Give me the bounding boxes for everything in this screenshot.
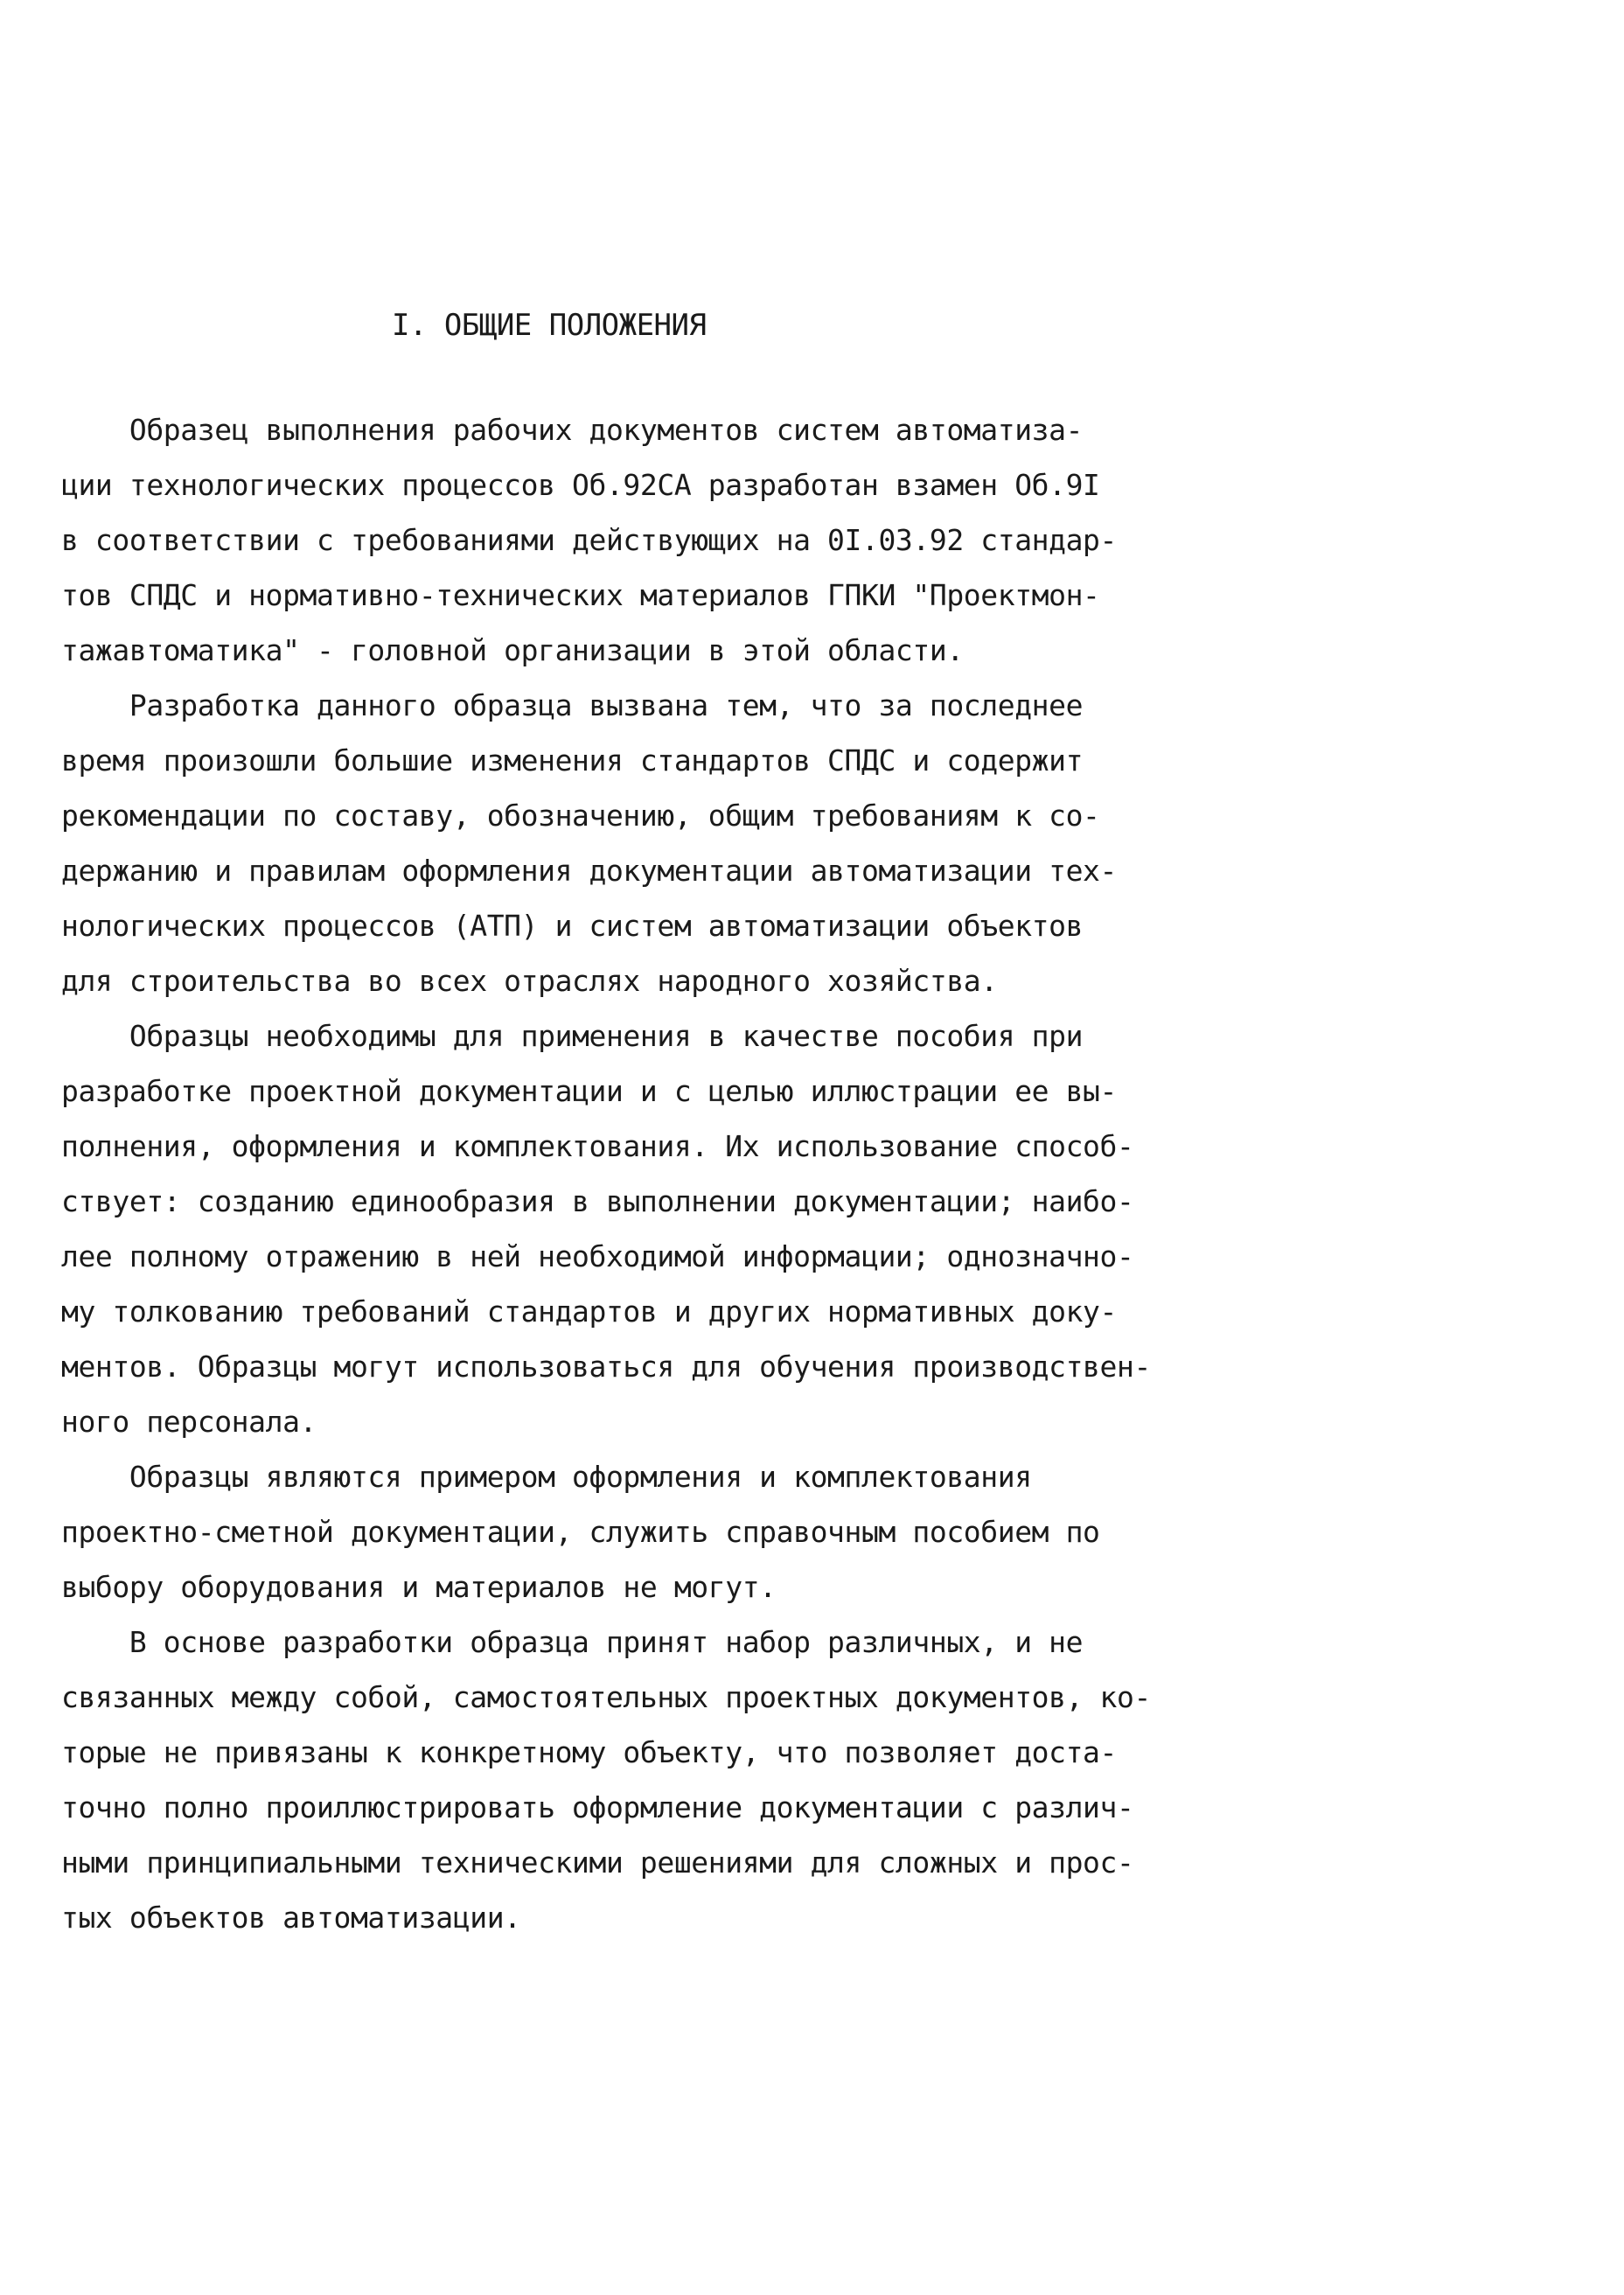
text-line: выбору оборудования и материалов не могут. — [61, 1570, 777, 1604]
text-line: разработке проектной документации и с целью иллюстрации ее вы- — [61, 1074, 1117, 1108]
paragraph — [61, 1008, 1151, 1449]
text-line: ции технологических процессов Об.92СА разработан взамен Об.9I — [61, 468, 1100, 502]
text-line: Разработка данного образца вызвана тем, что за последнее — [61, 688, 1084, 722]
text-line: время произошли большие изменения стандартов СПДС и содержит — [61, 743, 1084, 778]
paragraph — [61, 678, 1137, 1008]
text-line: полнения, оформления и комплектования. Их использование способ- — [61, 1129, 1134, 1163]
text-line: связанных между собой, самостоятельных проектных документов, ко- — [61, 1680, 1151, 1714]
paragraph — [61, 1615, 1151, 1945]
text-line: нологических процессов (АТП) и систем автоматизации объектов — [61, 909, 1084, 943]
paragraph — [61, 402, 1137, 678]
text-line: ствует: созданию единообразия в выполнении документации; наибо- — [61, 1184, 1134, 1218]
body-text — [61, 402, 1151, 1945]
text-line: ментов. Образцы могут использоваться для обучения производствен- — [61, 1350, 1151, 1384]
paragraph — [61, 1449, 1137, 1615]
text-line: в соответствии с требованиями действующих на 0I.03.92 стандар- — [61, 523, 1117, 557]
section-heading: I. ОБЩИЕ ПОЛОЖЕНИЯ — [392, 308, 707, 343]
text-line: лее полному отражению в ней необходимой информации; однозначно- — [61, 1239, 1134, 1273]
text-line: тажавтоматика" - головной организации в этой области. — [61, 633, 964, 667]
text-line: Образцы являются примером оформления и комплектования — [61, 1460, 1032, 1494]
text-line: точно полно проиллюстрировать оформление документации с различ- — [61, 1790, 1134, 1824]
text-line: тых объектов автоматизации. — [61, 1901, 521, 1935]
text-line: Образец выполнения рабочих документов систем автоматиза- — [61, 413, 1084, 447]
text-line: му толкованию требований стандартов и других нормативных доку- — [61, 1294, 1117, 1329]
text-line: ными принципиальными техническими решениями для сложных и прос- — [61, 1845, 1134, 1880]
text-line: рекомендации по составу, обозначению, общим требованиям к со- — [61, 799, 1100, 833]
text-line: В основе разработки образца принят набор различных, и не — [61, 1625, 1084, 1659]
text-line: торые не привязаны к конкретному объекту, что позволяет доста- — [61, 1735, 1117, 1769]
text-line: проектно-сметной документации, служить справочным пособием по — [61, 1515, 1100, 1549]
text-line: тов СПДС и нормативно-технических материалов ГПКИ "Проектмон- — [61, 578, 1100, 612]
text-line: Образцы необходимы для применения в качестве пособия при — [61, 1019, 1084, 1053]
text-line: ного персонала. — [61, 1405, 317, 1439]
text-line: для строительства во всех отраслях народного хозяйства. — [61, 964, 998, 998]
text-line: держанию и правилам оформления документации автоматизации тех- — [61, 854, 1117, 888]
